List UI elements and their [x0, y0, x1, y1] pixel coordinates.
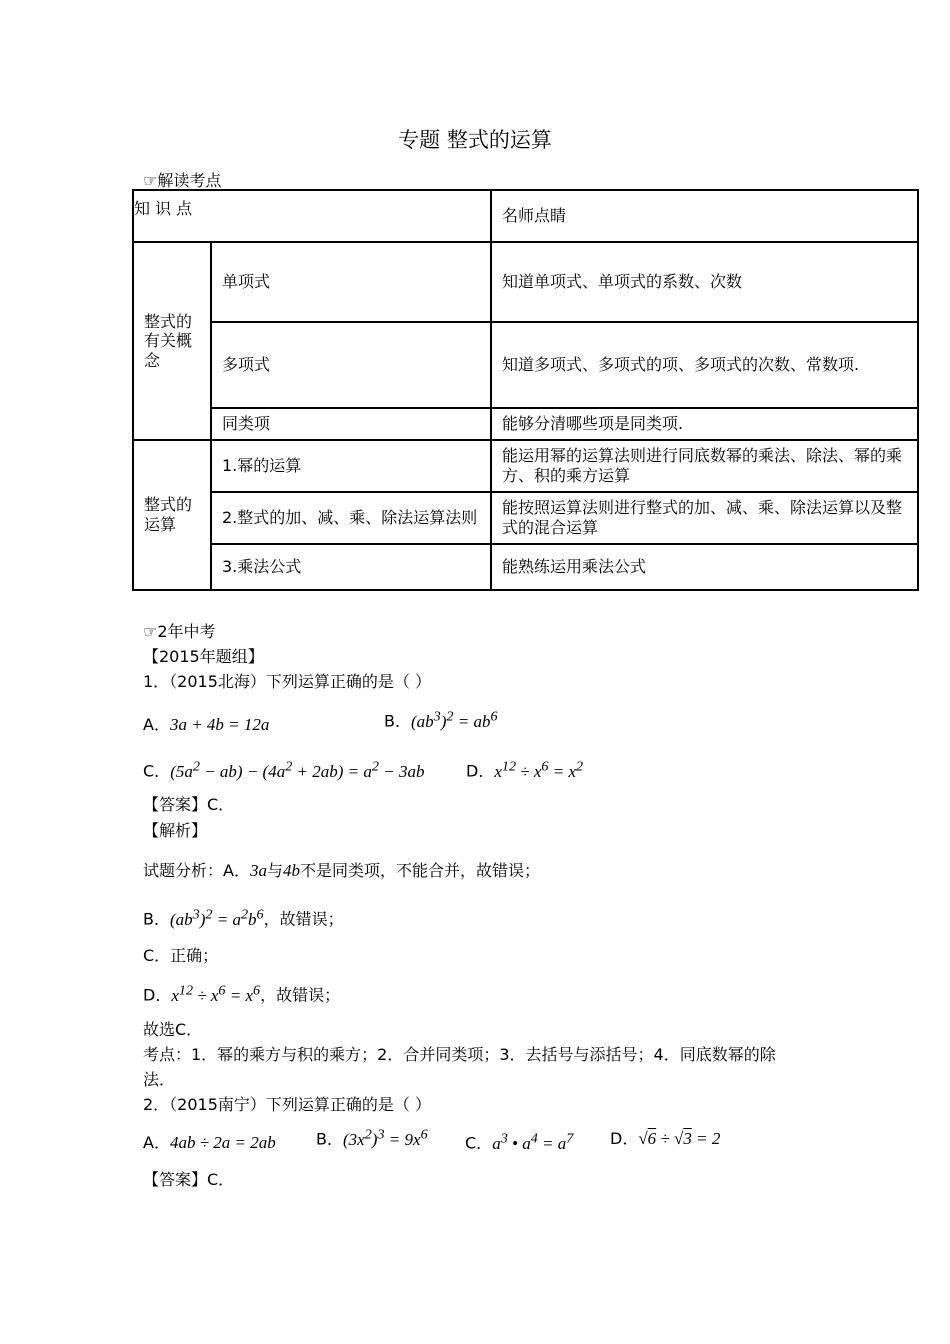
- q1-answer: 【答案】C．: [143, 795, 235, 814]
- q1-kaodian-line2: 法．: [143, 1070, 176, 1089]
- table-category: 整式的有关概念: [133, 242, 211, 440]
- table-point: 多项式: [211, 322, 491, 408]
- table-tip: 知道单项式、单项式的系数、次数: [491, 242, 918, 322]
- table-tip: 能够分清哪些项是同类项.: [491, 408, 918, 440]
- section-heading-exams: ☞2年中考: [143, 622, 216, 641]
- q2-option-d: D．√6 ÷ √3 = 2: [610, 1129, 721, 1148]
- table-tip: 能熟练运用乘法公式: [491, 544, 918, 590]
- q1-kaodian-line1: 考点：1．幂的乘方与积的乘方；2．合并同类项；3．去括号与添括号；4．同底数幂的除: [143, 1045, 776, 1064]
- q1-option-d-expression: $x^{12} \div x^6 = x^2$: [494, 758, 584, 781]
- q1-option-a: A．3a + 4b = 12a: [143, 715, 270, 734]
- q1-option-c-expression: $(5a^2 - ab) - (4a^2 + 2ab) = a^2 - 3ab$: [170, 758, 425, 781]
- q1-option-b: B．$(ab^3)^2 = ab^6$: [384, 708, 498, 731]
- table-header-tips: 名师点睛: [491, 190, 918, 242]
- q1-analysis-c: C．正确；: [143, 946, 219, 965]
- question-2-stem: 2．（2015南宁）下列运算正确的是（ ）: [143, 1095, 431, 1114]
- q2-option-b: B．$(3x^2)^3 = 9x^6$: [316, 1126, 428, 1149]
- table-category: 整式的运算: [133, 440, 211, 590]
- q1-option-b-expression: $(ab^3)^2 = ab^6$: [410, 708, 498, 731]
- q2-option-c: C．$a^3$ • $a^4 = a^7$: [465, 1130, 574, 1153]
- q1-option-a-expression: 3a + 4b = 12a: [169, 715, 270, 734]
- table-tip: 能运用幂的运算法则进行同底数幂的乘法、除法、幂的乘方、积的乘方运算: [491, 440, 918, 492]
- q1-analysis-a: 试题分析：A．3a与4b不是同类项，不能合并，故错误；: [143, 861, 540, 880]
- table-point: 2.整式的加、减、乘、除法运算法则: [211, 492, 491, 544]
- page-title: 专题 整式的运算: [398, 128, 552, 152]
- table-point: 3.乘法公式: [211, 544, 491, 590]
- section-heading-key-points: ☞解读考点: [143, 171, 222, 190]
- q1-analysis-label: 【解析】: [143, 821, 208, 840]
- table-header-knowledge: 知 识 点: [133, 190, 491, 242]
- q1-analysis-b: B．$(ab^3)^2 = a^2b^6$，故错误；: [143, 906, 344, 929]
- table-tip: 知道多项式、多项式的项、多项式的次数、常数项.: [491, 322, 918, 408]
- q1-choose: 故选C．: [143, 1020, 203, 1039]
- group-label: 【2015年题组】: [143, 647, 264, 666]
- q1-analysis-d: D．$x^{12} \div x^6 = x^6$，故错误；: [143, 982, 341, 1005]
- q2-option-a: A．4ab ÷ 2a = 2ab: [143, 1133, 276, 1152]
- q1-option-d: D．$x^{12} \div x^6 = x^2$: [466, 758, 584, 781]
- table-point: 单项式: [211, 242, 491, 322]
- table-point: 1.幂的运算: [211, 440, 491, 492]
- q1-option-c: C．$(5a^2 - ab) - (4a^2 + 2ab) = a^2 - 3ab$: [143, 758, 425, 781]
- table-tip: 能按照运算法则进行整式的加、减、乘、除法运算以及整式的混合运算: [491, 492, 918, 544]
- q2-answer: 【答案】C．: [143, 1170, 235, 1189]
- table-point: 同类项: [211, 408, 491, 440]
- knowledge-table: [132, 189, 919, 591]
- question-1-stem: 1．（2015北海）下列运算正确的是（ ）: [143, 672, 431, 691]
